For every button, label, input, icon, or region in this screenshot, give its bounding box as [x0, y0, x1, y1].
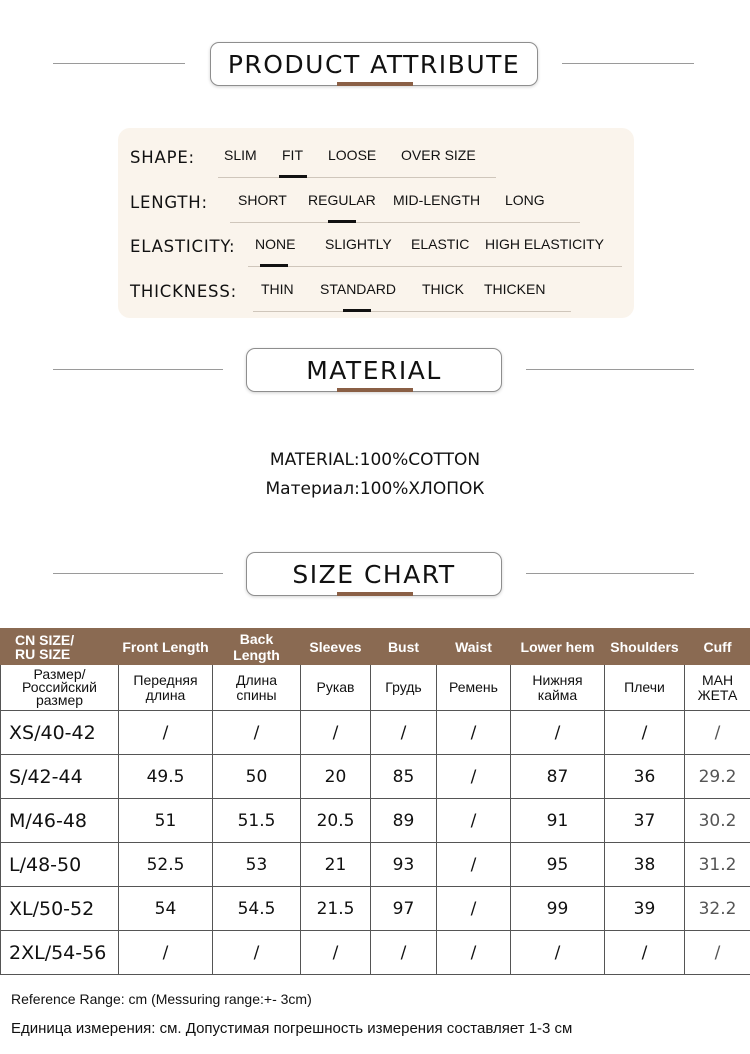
column-header: Shoulders	[605, 629, 685, 665]
measurement-cell: 53	[213, 843, 301, 887]
measurement-cell: /	[511, 931, 605, 975]
divider-right	[526, 573, 694, 574]
measurement-cell: /	[605, 931, 685, 975]
measurement-cell: 29.2	[685, 755, 750, 799]
material-header	[0, 348, 750, 392]
measurement-cell: 99	[511, 887, 605, 931]
attribute-label: LENGTH:	[130, 193, 208, 212]
measurement-cell: 39	[605, 887, 685, 931]
option-underline	[230, 222, 580, 223]
divider-left	[53, 63, 185, 64]
measurement-cell: 95	[511, 843, 605, 887]
attribute-label: THICKNESS:	[130, 282, 237, 301]
table-header-row-ru	[1, 665, 750, 711]
column-header: Front Length	[119, 629, 213, 665]
attribute-option: LONG	[505, 192, 545, 208]
attribute-option: STANDARD	[320, 281, 396, 297]
measurement-cell: /	[301, 711, 371, 755]
measurement-cell: /	[437, 887, 511, 931]
attribute-label: SHAPE:	[130, 148, 195, 167]
size-cell: XS/40-42	[1, 711, 119, 755]
column-header-ru: Размер/ Российский размер	[1, 665, 119, 711]
accent-bar	[337, 82, 413, 86]
column-header: Back Length	[213, 629, 301, 665]
measurement-cell: /	[301, 931, 371, 975]
measurement-cell: 20.5	[301, 799, 371, 843]
measurement-cell: 38	[605, 843, 685, 887]
attribute-panel	[118, 128, 634, 318]
attribute-row-elasticity	[118, 231, 634, 261]
measurement-cell: /	[511, 711, 605, 755]
section-title: PRODUCT ATTRIBUTE	[210, 42, 538, 86]
column-header-ru: Ремень	[437, 665, 511, 711]
size-cell: S/42-44	[1, 755, 119, 799]
size-cell: 2XL/54-56	[1, 931, 119, 975]
attribute-option: SHORT	[238, 192, 287, 208]
divider-left	[53, 369, 223, 370]
attribute-option: NONE	[255, 236, 296, 252]
material-line-en: MATERIAL:100%COTTON	[269, 450, 481, 470]
measurement-cell: 30.2	[685, 799, 750, 843]
column-header-ru: Передняя длина	[119, 665, 213, 711]
table-row	[1, 887, 750, 931]
table-row	[1, 799, 750, 843]
attribute-option: HIGH ELASTICITY	[485, 236, 605, 252]
size-cell: XL/50-52	[1, 887, 119, 931]
reference-note-en: Reference Range: cm (Messuring range:+- 3cm)	[11, 991, 312, 1007]
attribute-label: ELASTICITY:	[130, 237, 236, 256]
column-header-ru: Плечи	[605, 665, 685, 711]
option-underline	[253, 311, 571, 312]
table-row	[1, 843, 750, 887]
size-cell: L/48-50	[1, 843, 119, 887]
accent-bar	[337, 388, 413, 392]
column-header-ru: Длина спины	[213, 665, 301, 711]
measurement-cell: 97	[371, 887, 437, 931]
attribute-option: MID-LENGTH	[393, 192, 481, 208]
measurement-cell: /	[685, 931, 750, 975]
size-cell: M/46-48	[1, 799, 119, 843]
column-header-ru: МАН ЖЕТА	[685, 665, 750, 711]
column-header-ru: Рукав	[301, 665, 371, 711]
measurement-cell: 51	[119, 799, 213, 843]
column-header: Waist	[437, 629, 511, 665]
column-header: Sleeves	[301, 629, 371, 665]
table-row	[1, 931, 750, 975]
accent-bar	[337, 592, 413, 596]
product-attribute-header	[0, 42, 750, 86]
attribute-option: ELASTIC	[411, 236, 470, 252]
measurement-cell: /	[213, 711, 301, 755]
attribute-option: THICK	[422, 281, 464, 297]
selected-marker	[279, 175, 307, 178]
selected-marker	[343, 309, 371, 312]
table-row	[1, 711, 750, 755]
attribute-option: SLIM	[224, 147, 257, 163]
material-line-ru: Материал:100%ХЛОПОК	[265, 479, 485, 499]
measurement-cell: 93	[371, 843, 437, 887]
measurement-cell: 85	[371, 755, 437, 799]
divider-right	[562, 63, 694, 64]
option-underline	[248, 266, 622, 267]
measurement-cell: /	[605, 711, 685, 755]
selected-marker	[260, 264, 288, 267]
attribute-option: LOOSE	[328, 147, 377, 163]
option-underline	[218, 177, 496, 178]
measurement-cell: 21.5	[301, 887, 371, 931]
measurement-cell: /	[437, 755, 511, 799]
table-header-row-en	[1, 629, 750, 665]
size-chart-header	[0, 552, 750, 596]
measurement-cell: 20	[301, 755, 371, 799]
column-header: CN SIZE/ RU SIZE	[1, 629, 119, 665]
measurement-cell: 51.5	[213, 799, 301, 843]
reference-note-ru: Единица измерения: см. Допустимая погрешность измерения составляет 1-3 см	[11, 1020, 573, 1037]
measurement-cell: 87	[511, 755, 605, 799]
attribute-option: OVER SIZE	[401, 147, 476, 163]
attribute-option: FIT	[282, 147, 303, 163]
column-header: Lower hem	[511, 629, 605, 665]
selected-marker	[328, 220, 356, 223]
divider-left	[53, 573, 223, 574]
section-title: MATERIAL	[246, 348, 502, 392]
size-chart-table	[0, 628, 750, 975]
measurement-cell: 32.2	[685, 887, 750, 931]
column-header-ru: Нижняя кайма	[511, 665, 605, 711]
measurement-cell: /	[437, 931, 511, 975]
attribute-option: SLIGHTLY	[325, 236, 392, 252]
measurement-cell: 37	[605, 799, 685, 843]
measurement-cell: 50	[213, 755, 301, 799]
measurement-cell: 49.5	[119, 755, 213, 799]
measurement-cell: /	[685, 711, 750, 755]
attribute-row-shape	[118, 142, 634, 172]
measurement-cell: 54.5	[213, 887, 301, 931]
measurement-cell: 31.2	[685, 843, 750, 887]
attribute-option: REGULAR	[308, 192, 376, 208]
measurement-cell: /	[213, 931, 301, 975]
attribute-option: THICKEN	[484, 281, 546, 297]
column-header-ru: Грудь	[371, 665, 437, 711]
column-header: Bust	[371, 629, 437, 665]
measurement-cell: /	[371, 931, 437, 975]
section-title: SIZE CHART	[246, 552, 502, 596]
table-row	[1, 755, 750, 799]
measurement-cell: 36	[605, 755, 685, 799]
measurement-cell: 91	[511, 799, 605, 843]
measurement-cell: /	[119, 931, 213, 975]
measurement-cell: /	[119, 711, 213, 755]
measurement-cell: 54	[119, 887, 213, 931]
measurement-cell: /	[437, 711, 511, 755]
attribute-row-length	[118, 187, 634, 217]
measurement-cell: 89	[371, 799, 437, 843]
measurement-cell: 52.5	[119, 843, 213, 887]
column-header: Cuff	[685, 629, 750, 665]
measurement-cell: /	[437, 843, 511, 887]
measurement-cell: 21	[301, 843, 371, 887]
divider-right	[526, 369, 694, 370]
measurement-cell: /	[371, 711, 437, 755]
attribute-option: THIN	[261, 281, 294, 297]
attribute-row-thickness	[118, 276, 634, 306]
measurement-cell: /	[437, 799, 511, 843]
